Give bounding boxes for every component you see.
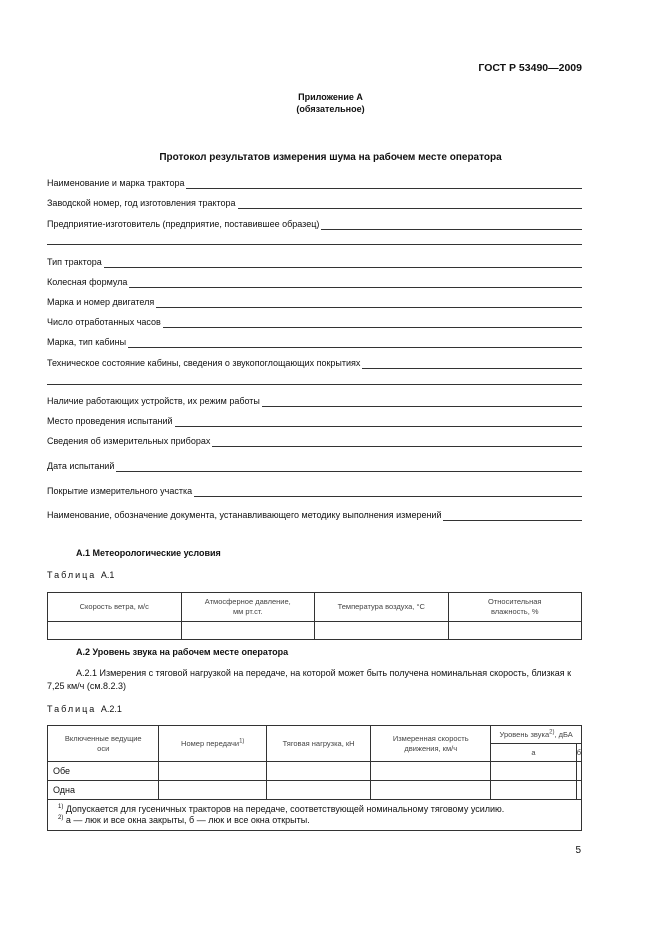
page-number: 5 <box>575 845 581 856</box>
header-humidity: Относительная влажность, % <box>448 593 582 622</box>
appendix-subtitle: (обязательное) <box>296 104 365 114</box>
field-wheel-formula: Колесная формула <box>47 276 582 288</box>
field-surface: Покрытие измерительного участка <box>47 485 582 497</box>
field-manufacturer: Предприятие-изготовитель (предприятие, поставившее образец) <box>47 218 582 230</box>
field-serial-year: Заводской номер, год изготовления трактора <box>47 197 582 209</box>
footnotes-row <box>48 800 582 831</box>
table-row <box>48 781 582 800</box>
cell-empty <box>491 781 576 800</box>
field-cabin: Марка, тип кабины <box>47 336 582 348</box>
header-wind-speed: Скорость ветра, м/с <box>48 593 182 622</box>
table-a1-caption: Таблица А.1 <box>47 570 115 580</box>
cell-empty <box>315 622 449 640</box>
field-method-document: Наименование, обозначение документа, устанавливающего методику выполнения измерений <box>47 509 582 521</box>
cell-empty <box>371 781 491 800</box>
standard-number: ГОСТ Р 53490—2009 <box>478 62 582 74</box>
field-test-date: Дата испытаний <box>47 460 582 472</box>
cell-empty <box>576 762 581 781</box>
blank-line <box>47 384 582 385</box>
cell-empty <box>159 781 267 800</box>
row-label-both: Обе <box>48 762 159 781</box>
header-temperature: Температура воздуха, °С <box>315 593 449 622</box>
field-test-place: Место проведения испытаний <box>47 415 582 427</box>
table-a1 <box>47 592 582 640</box>
table-a21-caption: Таблица А.2.1 <box>47 704 122 714</box>
blank-line <box>47 244 582 245</box>
field-tractor-type: Тип трактора <box>47 256 582 268</box>
field-hours: Число отработанных часов <box>47 316 582 328</box>
appendix-title: Приложение А <box>298 92 363 102</box>
header-pressure: Атмосферное давление, мм рт.ст. <box>181 593 315 622</box>
cell-empty <box>267 762 371 781</box>
footnote-1: $^{1)}$ Допускается для гусеничных тракторов на передаче, соответствующей номинальному тяговому усилию. <box>58 804 505 814</box>
footnote-2: $^{2)}$ а — люк и все окна закрыты, б — люк и все окна открыты. <box>58 815 310 825</box>
header-sub-a: а <box>491 744 576 762</box>
header-sound-level: Уровень звука$^{2)}$, дБА <box>491 726 582 744</box>
cell-empty <box>371 762 491 781</box>
header-driving-axes: Включенные ведущие оси <box>48 726 159 762</box>
header-sub-b: б <box>576 744 581 762</box>
footnotes <box>48 800 582 831</box>
header-traction-load: Тяговая нагрузка, кН <box>267 726 371 762</box>
field-instruments: Сведения об измерительных приборах <box>47 435 582 447</box>
field-tractor-name: Наименование и марка трактора <box>47 177 582 189</box>
header-measured-speed: Измеренная скорость движения, км/ч <box>371 726 491 762</box>
cell-empty <box>181 622 315 640</box>
cell-empty <box>448 622 582 640</box>
table-a21 <box>47 725 582 831</box>
field-engine: Марка и номер двигателя <box>47 296 582 308</box>
table-row <box>48 762 582 781</box>
cell-empty <box>48 622 182 640</box>
row-label-one: Одна <box>48 781 159 800</box>
field-cabin-condition: Техническое состояние кабины, сведения о звукопоглощающих покрытиях <box>47 357 582 369</box>
section-a2-title: А.2 Уровень звука на рабочем месте оператора <box>76 647 289 657</box>
cell-empty <box>159 762 267 781</box>
protocol-title: Протокол результатов измерения шума на рабочем месте оператора <box>159 152 502 163</box>
header-gear: Номер передачи$^{1)}$ <box>159 726 267 762</box>
section-a1-title: А.1 Метеорологические условия <box>76 548 221 558</box>
cell-empty <box>491 762 576 781</box>
cell-empty <box>267 781 371 800</box>
cell-empty <box>576 781 581 800</box>
section-a2-paragraph: А.2.1 Измерения с тяговой нагрузкой на передаче, на которой может быть получена номинальная скорость, близкая к 7,25 км/ч (см.8.2.3) <box>47 668 572 691</box>
field-devices: Наличие работающих устройств, их режим работы <box>47 395 582 407</box>
